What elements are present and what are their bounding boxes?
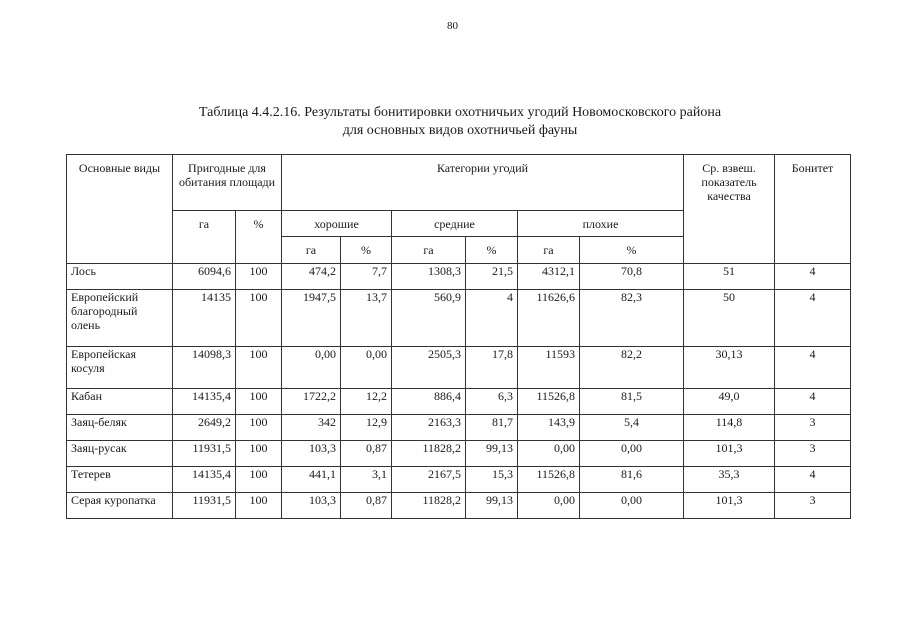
bonitet-cell: 4 — [775, 467, 851, 493]
poor-ha-cell: 143,9 — [518, 415, 580, 441]
area-pct-cell: 100 — [236, 347, 282, 389]
good-pct-cell: 7,7 — [341, 264, 392, 290]
poor-ha-cell: 0,00 — [518, 441, 580, 467]
bonitet-cell: 3 — [775, 441, 851, 467]
header-poor-ha: га — [518, 237, 580, 264]
species-cell: Тетерев — [67, 467, 173, 493]
area-pct-cell: 100 — [236, 441, 282, 467]
medium-pct-cell: 99,13 — [466, 493, 518, 519]
good-ha-cell: 441,1 — [282, 467, 341, 493]
header-poor: плохие — [518, 211, 684, 237]
species-cell: Кабан — [67, 389, 173, 415]
medium-ha-cell: 11828,2 — [392, 493, 466, 519]
good-pct-cell: 0,00 — [341, 347, 392, 389]
area-ha-cell: 2649,2 — [173, 415, 236, 441]
area-pct-cell: 100 — [236, 493, 282, 519]
header-area-pct: % — [236, 211, 282, 264]
quality-cell: 101,3 — [684, 441, 775, 467]
medium-ha-cell: 1308,3 — [392, 264, 466, 290]
area-pct-cell: 100 — [236, 264, 282, 290]
quality-cell: 51 — [684, 264, 775, 290]
header-species: Основные виды — [67, 155, 173, 264]
caption-line-1: Таблица 4.4.2.16. Результаты бонитировки охотничьих угодий Новомосковского района — [198, 105, 722, 120]
table-row — [67, 290, 851, 347]
area-pct-cell: 100 — [236, 467, 282, 493]
table-row — [67, 347, 851, 389]
table-row — [67, 389, 851, 415]
quality-cell: 35,3 — [684, 467, 775, 493]
area-ha-cell: 11931,5 — [173, 441, 236, 467]
medium-ha-cell: 2167,5 — [392, 467, 466, 493]
good-ha-cell: 103,3 — [282, 441, 341, 467]
species-cell: Заяц-русак — [67, 441, 173, 467]
header-medium: средние — [392, 211, 518, 237]
quality-cell: 50 — [684, 290, 775, 347]
medium-ha-cell: 11828,2 — [392, 441, 466, 467]
medium-pct-cell: 4 — [466, 290, 518, 347]
header-poor-pct: % — [580, 237, 684, 264]
good-ha-cell: 474,2 — [282, 264, 341, 290]
bonitet-cell: 3 — [775, 415, 851, 441]
table-caption — [60, 104, 860, 140]
header-suitable-area: Пригодные для обитания площади — [173, 155, 282, 211]
page-number: 80 — [447, 20, 458, 32]
good-ha-cell: 0,00 — [282, 347, 341, 389]
poor-ha-cell: 11526,8 — [518, 389, 580, 415]
bonitet-cell: 3 — [775, 493, 851, 519]
table-row — [67, 264, 851, 290]
poor-pct-cell: 0,00 — [580, 493, 684, 519]
header-area-ha: га — [173, 211, 236, 264]
header-quality: Ср. взвеш. показатель качества — [684, 155, 775, 264]
species-cell: Европейская косуля — [67, 347, 173, 389]
good-pct-cell: 0,87 — [341, 493, 392, 519]
table-row — [67, 441, 851, 467]
poor-ha-cell: 4312,1 — [518, 264, 580, 290]
medium-ha-cell: 886,4 — [392, 389, 466, 415]
good-pct-cell: 0,87 — [341, 441, 392, 467]
quality-cell: 30,13 — [684, 347, 775, 389]
medium-ha-cell: 560,9 — [392, 290, 466, 347]
poor-pct-cell: 82,2 — [580, 347, 684, 389]
good-ha-cell: 342 — [282, 415, 341, 441]
area-ha-cell: 14135 — [173, 290, 236, 347]
table-row — [67, 493, 851, 519]
poor-ha-cell: 11526,8 — [518, 467, 580, 493]
bonitet-cell: 4 — [775, 347, 851, 389]
good-pct-cell: 12,2 — [341, 389, 392, 415]
quality-cell: 49,0 — [684, 389, 775, 415]
poor-pct-cell: 82,3 — [580, 290, 684, 347]
poor-pct-cell: 0,00 — [580, 441, 684, 467]
header-medium-pct: % — [466, 237, 518, 264]
header-medium-ha: га — [392, 237, 466, 264]
good-pct-cell: 3,1 — [341, 467, 392, 493]
bonitet-cell: 4 — [775, 389, 851, 415]
poor-ha-cell: 0,00 — [518, 493, 580, 519]
table-row — [67, 467, 851, 493]
header-good: хорошие — [282, 211, 392, 237]
species-cell: Серая куропатка — [67, 493, 173, 519]
medium-pct-cell: 99,13 — [466, 441, 518, 467]
medium-pct-cell: 81,7 — [466, 415, 518, 441]
bonitet-table — [66, 154, 851, 519]
medium-pct-cell: 15,3 — [466, 467, 518, 493]
bonitet-cell: 4 — [775, 290, 851, 347]
quality-cell: 101,3 — [684, 493, 775, 519]
table-row — [67, 415, 851, 441]
good-ha-cell: 1947,5 — [282, 290, 341, 347]
header-bonitet: Бонитет — [775, 155, 851, 264]
bonitet-cell: 4 — [775, 264, 851, 290]
good-pct-cell: 12,9 — [341, 415, 392, 441]
medium-ha-cell: 2505,3 — [392, 347, 466, 389]
species-cell: Заяц-беляк — [67, 415, 173, 441]
poor-pct-cell: 5,4 — [580, 415, 684, 441]
species-cell: Европейский благородный олень — [67, 290, 173, 347]
area-pct-cell: 100 — [236, 290, 282, 347]
poor-ha-cell: 11593 — [518, 347, 580, 389]
species-cell: Лось — [67, 264, 173, 290]
good-ha-cell: 1722,2 — [282, 389, 341, 415]
medium-pct-cell: 21,5 — [466, 264, 518, 290]
quality-cell: 114,8 — [684, 415, 775, 441]
area-ha-cell: 14135,4 — [173, 467, 236, 493]
area-pct-cell: 100 — [236, 389, 282, 415]
good-pct-cell: 13,7 — [341, 290, 392, 347]
medium-pct-cell: 17,8 — [466, 347, 518, 389]
area-ha-cell: 6094,6 — [173, 264, 236, 290]
good-ha-cell: 103,3 — [282, 493, 341, 519]
area-pct-cell: 100 — [236, 415, 282, 441]
poor-ha-cell: 11626,6 — [518, 290, 580, 347]
poor-pct-cell: 70,8 — [580, 264, 684, 290]
area-ha-cell: 11931,5 — [173, 493, 236, 519]
header-categories: Категории угодий — [282, 155, 684, 211]
poor-pct-cell: 81,6 — [580, 467, 684, 493]
medium-ha-cell: 2163,3 — [392, 415, 466, 441]
poor-pct-cell: 81,5 — [580, 389, 684, 415]
caption-line-2: для основных видов охотничьей фауны — [342, 123, 578, 138]
area-ha-cell: 14135,4 — [173, 389, 236, 415]
header-good-ha: га — [282, 237, 341, 264]
medium-pct-cell: 6,3 — [466, 389, 518, 415]
area-ha-cell: 14098,3 — [173, 347, 236, 389]
header-good-pct: % — [341, 237, 392, 264]
